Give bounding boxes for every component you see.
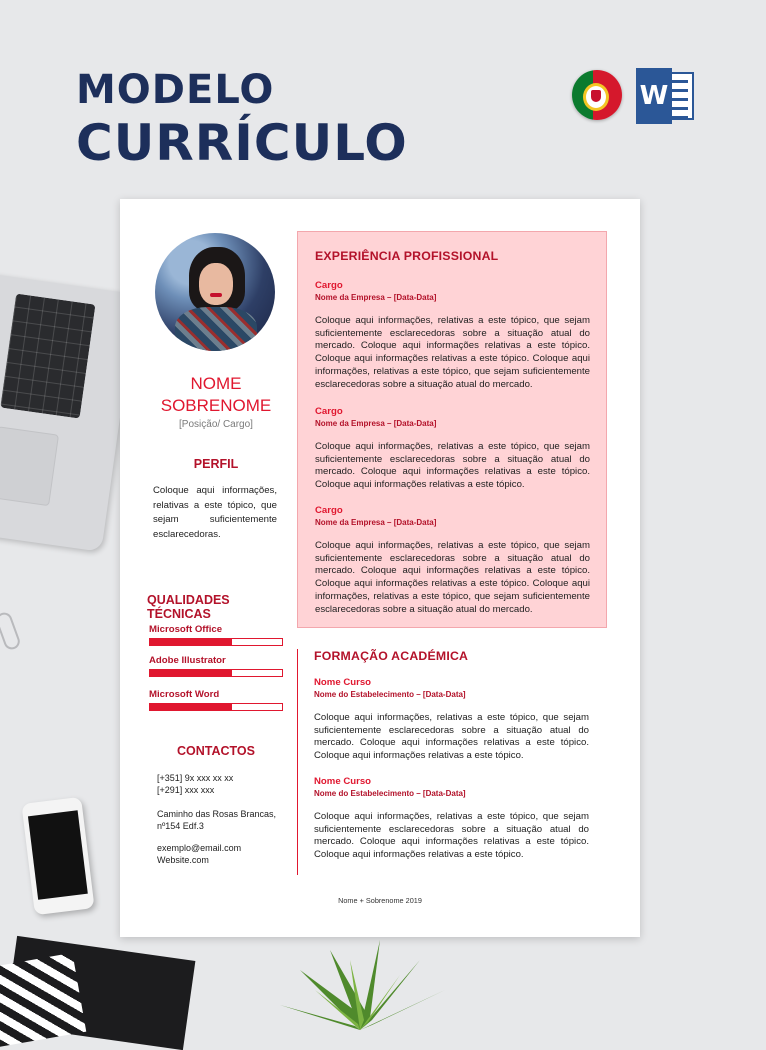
job-description: Coloque aqui informações, relativas a este tópico, que sejam suficientemente esclarecedoras sobre a situação atual do mercado. Coloque aqui informações relativas a este tópico. Coloque aqui informações relativas a este tópico. Coloque aqui informações, relativas a este tópico, que sejam suficientemente esclarecedoras sobre a situação atual do mercado. xyxy=(315,540,590,615)
position-title: [Posição/ Cargo] xyxy=(179,419,253,430)
resume-name xyxy=(140,373,292,417)
resume-sheet xyxy=(120,199,640,937)
job-title: Cargo xyxy=(315,280,343,291)
job-entry xyxy=(315,406,590,492)
word-letter: W xyxy=(636,68,672,124)
job-entry xyxy=(315,505,590,616)
contact-address xyxy=(157,808,276,832)
email: exemplo@email.com xyxy=(157,843,242,853)
job-entry xyxy=(315,280,590,391)
skill-item xyxy=(149,655,283,677)
institution: Nome do Estabelecimento – [Data-Data] xyxy=(314,690,466,699)
job-description: Coloque aqui informações, relativas a este tópico, que sejam suficientemente esclarecedoras sobre a situação atual do mercado. Coloque aqui informações relativas a este tópico. Coloque aqui informações relativas a este tópico. xyxy=(315,441,590,491)
institution: Nome do Estabelecimento – [Data-Data] xyxy=(314,789,466,798)
perfil-heading: PERFIL xyxy=(193,457,239,471)
course-description: Coloque aqui informações, relativas a este tópico, que sejam suficientemente esclarecedoras sobre a situação atual do mercado. Coloque aqui informações relativas a este tópico. Coloque aqui informações relativas a este tópico. xyxy=(314,712,589,762)
skill-bar-fill xyxy=(150,639,232,645)
phone-1: [+351] 9x xxx xx xx xyxy=(157,773,234,783)
first-name: NOME xyxy=(190,374,242,393)
education-heading: FORMAÇÃO ACADÉMICA xyxy=(314,649,469,663)
education-divider xyxy=(297,649,298,875)
job-title: Cargo xyxy=(315,406,343,417)
skills-heading: QUALIDADES TÉCNICAS xyxy=(147,593,230,621)
skill-bar-fill xyxy=(150,670,232,676)
skill-name: Microsoft Word xyxy=(149,689,220,700)
experience-heading: EXPERIÊNCIA PROFISSIONAL xyxy=(315,249,499,263)
job-company: Nome da Empresa – [Data-Data] xyxy=(315,293,437,302)
skill-item xyxy=(149,689,283,711)
education-entry xyxy=(314,677,589,763)
profile-photo xyxy=(155,233,275,351)
address-line-2: nº154 Edf.3 xyxy=(157,821,204,831)
skill-bar xyxy=(149,638,283,646)
skill-name: Adobe Illustrator xyxy=(149,655,226,666)
plant-image xyxy=(260,930,460,1030)
laptop-image xyxy=(0,272,137,552)
address-line-1: Caminho das Rosas Brancas, xyxy=(157,809,277,819)
striped-box-image xyxy=(0,953,86,1047)
page-headline xyxy=(76,67,408,172)
contact-phones xyxy=(157,772,233,796)
job-description: Coloque aqui informações, relativas a este tópico, que sejam suficientemente esclarecedoras sobre a situação atual do mercado. Coloque aqui informações relativas a este tópico. Coloque aqui informações relativas a este tópico. Coloque aqui informações, relativas a este tópico, que sejam suficientemente esclarecedoras sobre a situação atual do mercado. xyxy=(315,315,590,390)
course-name: Nome Curso xyxy=(314,776,372,787)
education-entry xyxy=(314,776,589,862)
job-company: Nome da Empresa – [Data-Data] xyxy=(315,518,437,527)
course-name: Nome Curso xyxy=(314,677,372,688)
paper-clip-image xyxy=(0,610,22,651)
job-title: Cargo xyxy=(315,505,343,516)
experience-section xyxy=(297,231,607,628)
last-name: SOBRENOME xyxy=(160,396,272,415)
perfil-text: Coloque aqui informações, relativas a este tópico, que sejam suficientemente esclarecedoras. xyxy=(153,485,277,540)
headline-line-1: MODELO xyxy=(76,67,275,113)
contacts-heading: CONTACTOS xyxy=(176,744,255,758)
skill-bar-fill xyxy=(150,704,232,710)
skill-item xyxy=(149,624,283,646)
job-company: Nome da Empresa – [Data-Data] xyxy=(315,419,437,428)
page-footer: Nome + Sobrenome 2019 xyxy=(338,896,422,905)
portugal-flag-icon xyxy=(572,70,622,120)
skill-bar xyxy=(149,669,283,677)
phone-image xyxy=(21,797,94,915)
contact-online xyxy=(157,842,241,866)
skill-name: Microsoft Office xyxy=(149,624,223,635)
website: Website.com xyxy=(157,855,209,865)
headline-line-2: CURRÍCULO xyxy=(76,114,408,172)
phone-2: [+291] xxx xxx xyxy=(157,785,215,795)
course-description: Coloque aqui informações, relativas a este tópico, que sejam suficientemente esclarecedoras sobre a situação atual do mercado. Coloque aqui informações relativas a este tópico. Coloque aqui informações relativas a este tópico. xyxy=(314,811,589,861)
skill-bar xyxy=(149,703,283,711)
word-icon xyxy=(636,68,694,124)
